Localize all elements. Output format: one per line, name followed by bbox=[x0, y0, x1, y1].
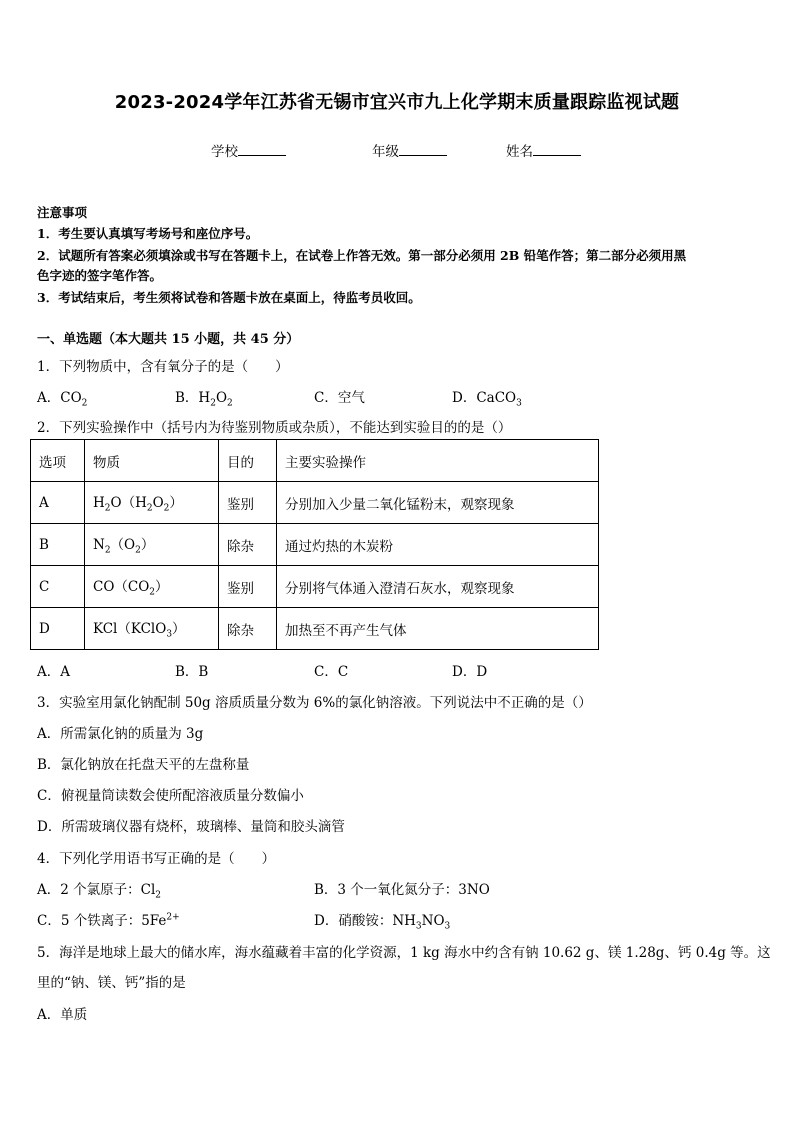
q3-option-b: B．氯化钠放在托盘天平的左盘称量 bbox=[37, 757, 250, 773]
cell-operation: 加热至不再产生气体 bbox=[277, 608, 599, 650]
notice-item: 色字迹的签字笔作答。 bbox=[37, 268, 163, 283]
cell-option: A bbox=[31, 482, 85, 524]
notice-item: 3．考试结束后，考生须将试卷和答题卡放在桌面上，待监考员收回。 bbox=[37, 290, 421, 305]
q2-option-c: C．C bbox=[314, 664, 349, 680]
header-cell: 主要实验操作 bbox=[277, 440, 599, 482]
section-heading: 一、单选题（本大题共 15 小题，共 45 分） bbox=[37, 332, 300, 347]
q2-option-a: A．A bbox=[37, 664, 70, 680]
name-blank[interactable] bbox=[533, 142, 581, 156]
school-blank[interactable] bbox=[238, 142, 286, 156]
table-row bbox=[31, 482, 599, 524]
cell-purpose: 鉴别 bbox=[219, 482, 277, 524]
name-label: 姓名 bbox=[506, 144, 533, 160]
notice-heading: 注意事项 bbox=[37, 205, 88, 220]
notice-item: 1．考生要认真填写考场号和座位序号。 bbox=[37, 226, 259, 241]
cell-purpose: 除杂 bbox=[219, 524, 277, 566]
experiment-table bbox=[30, 439, 599, 650]
cell-operation: 通过灼热的木炭粉 bbox=[277, 524, 599, 566]
table-row bbox=[31, 524, 599, 566]
grade-label: 年级 bbox=[372, 144, 399, 160]
q3-option-c: C．俯视量筒读数会使所配溶液质量分数偏小 bbox=[37, 788, 304, 804]
question-5-stem-cont: 里的“钠、镁、钙”指的是 bbox=[37, 975, 186, 991]
question-5-stem: 5．海洋是地球上最大的储水库，海水蕴藏着丰富的化学资源，1 kg 海水中约含有钠 10.62 g、镁 1.28g、钙 0.4g 等。这 bbox=[37, 945, 771, 961]
school-field bbox=[211, 140, 286, 160]
q1-option-d: D．CaCO$_3$ bbox=[452, 390, 522, 409]
cell-purpose: 鉴别 bbox=[219, 566, 277, 608]
q3-option-a: A．所需氯化钠的质量为 3g bbox=[37, 726, 204, 742]
cell-option: C bbox=[31, 566, 85, 608]
cell-substance: $H_2O(H_2O_2)$ bbox=[85, 482, 219, 524]
q3-option-d: D．所需玻璃仪器有烧杯，玻璃棒、量筒和胶头滴管 bbox=[37, 819, 345, 835]
question-1-stem: 1．下列物质中，含有氧分子的是（ ） bbox=[37, 359, 289, 375]
q1-option-c: C．空气 bbox=[314, 390, 365, 406]
page-title: 2023-2024学年江苏省无锡市宜兴市九上化学期末质量跟踪监视试题 bbox=[114, 92, 680, 113]
q2-option-d: D．D bbox=[452, 664, 488, 680]
cell-option: D bbox=[31, 608, 85, 650]
q1-option-b: B．$H_2O_2$ bbox=[175, 390, 233, 409]
question-2-stem: 2．下列实验操作中（括号内为待鉴别物质或杂质），不能达到实验目的的是（） bbox=[37, 420, 512, 436]
header-cell: 物质 bbox=[85, 440, 219, 482]
q4-option-a: A．2 个氯原子：$Cl_2$ bbox=[37, 882, 162, 901]
table-row bbox=[31, 608, 599, 650]
cell-operation: 分别将气体通入澄清石灰水，观察现象 bbox=[277, 566, 599, 608]
header-cell: 选项 bbox=[31, 440, 85, 482]
q4-option-b: B．3 个一氧化氮分子：3NO bbox=[314, 882, 490, 898]
cell-option: B bbox=[31, 524, 85, 566]
table-row bbox=[31, 566, 599, 608]
q5-option-a: A．单质 bbox=[37, 1007, 88, 1023]
grade-field bbox=[372, 140, 447, 160]
cell-substance: $N_2(O_2)$ bbox=[85, 524, 219, 566]
cell-purpose: 除杂 bbox=[219, 608, 277, 650]
school-label: 学校 bbox=[211, 144, 238, 160]
q1-option-a: A．$CO_2$ bbox=[37, 390, 88, 409]
question-3-stem: 3．实验室用氯化钠配制 50g 溶质质量分数为 6%的氯化钠溶液。下列说法中不正确的是（） bbox=[37, 695, 592, 711]
question-4-stem: 4．下列化学用语书写正确的是（ ） bbox=[37, 851, 276, 867]
grade-blank[interactable] bbox=[399, 142, 447, 156]
q4-option-d: D．硝酸铵：$NH_3NO_3$ bbox=[314, 913, 451, 932]
q4-option-c: C．5 个铁离子：$5Fe^{2+}$ bbox=[37, 912, 180, 929]
cell-operation: 分别加入少量二氧化锰粉末，观察现象 bbox=[277, 482, 599, 524]
cell-substance: $CO(CO_2)$ bbox=[85, 566, 219, 608]
q2-option-b: B．B bbox=[175, 664, 209, 680]
header-cell: 目的 bbox=[219, 440, 277, 482]
cell-substance: KCl（KClO$_3$） bbox=[85, 608, 219, 650]
notice-item: 2．试题所有答案必须填涂或书写在答题卡上，在试卷上作答无效。第一部分必须用 2B 铅笔作答；第二部分必须用黑 bbox=[37, 248, 687, 263]
table-header-row bbox=[31, 440, 599, 482]
name-field bbox=[506, 140, 581, 160]
